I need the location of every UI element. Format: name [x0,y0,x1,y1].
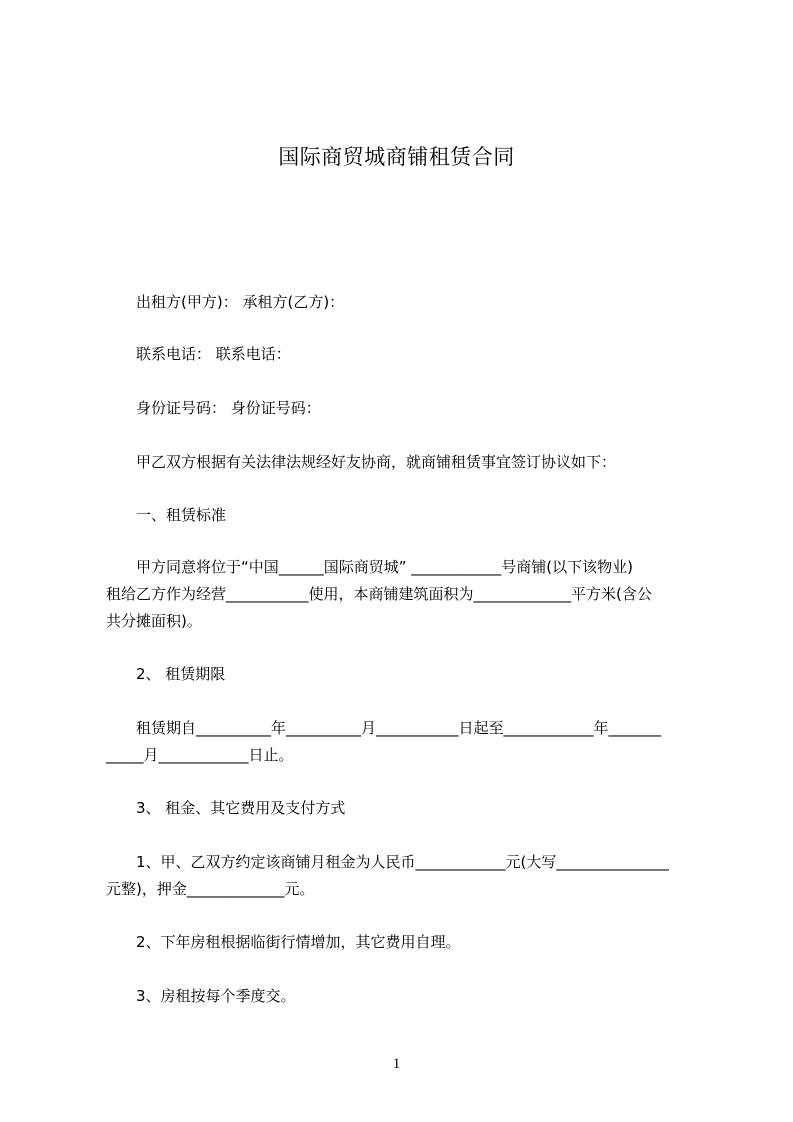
id-numbers-line: 身份证号码： 身份证号码： [136,399,321,417]
phones-line: 联系电话： 联系电话： [136,345,291,363]
section1-heading: 一、租赁标准 [136,506,227,524]
intro-paragraph: 甲乙双方根据有关法律法规经好友协商，就商铺租赁事宜签订协议如下： [136,453,617,471]
section1-line3: 共分摊面积)。 [106,612,202,630]
section3-item2: 2、下年房租根据临街行情增加，其它费用自理。 [136,933,461,951]
page-number: 1 [392,1056,401,1072]
section3-item3: 3、房租按每个季度交。 [136,987,296,1005]
parties-line: 出租方(甲方)： 承租方(乙方)： [136,293,345,311]
section2-line2: _____月____________日止。 [106,746,294,764]
section1-line1: 甲方同意将位于“中国______国际商贸城” ____________号商铺(以下该物业) [136,558,634,576]
section2-line1: 租赁期自__________年__________月___________日起至____________年_______ [136,719,662,737]
section3-heading: 3、 租金、其它费用及支付方式 [136,799,346,817]
section3-item1-line1: 1、甲、乙双方约定该商铺月租金为人民币____________元(大写_______________ [136,853,669,871]
section3-item1-line2: 元整)，押金_____________元。 [106,880,315,898]
section1-line2: 租给乙方作为经营___________使用，本商铺建筑面积为_____________平方米(含公 [106,585,652,603]
section2-heading: 2、 租赁期限 [136,665,226,683]
contract-title: 国际商贸城商铺租赁合同 [278,145,515,169]
